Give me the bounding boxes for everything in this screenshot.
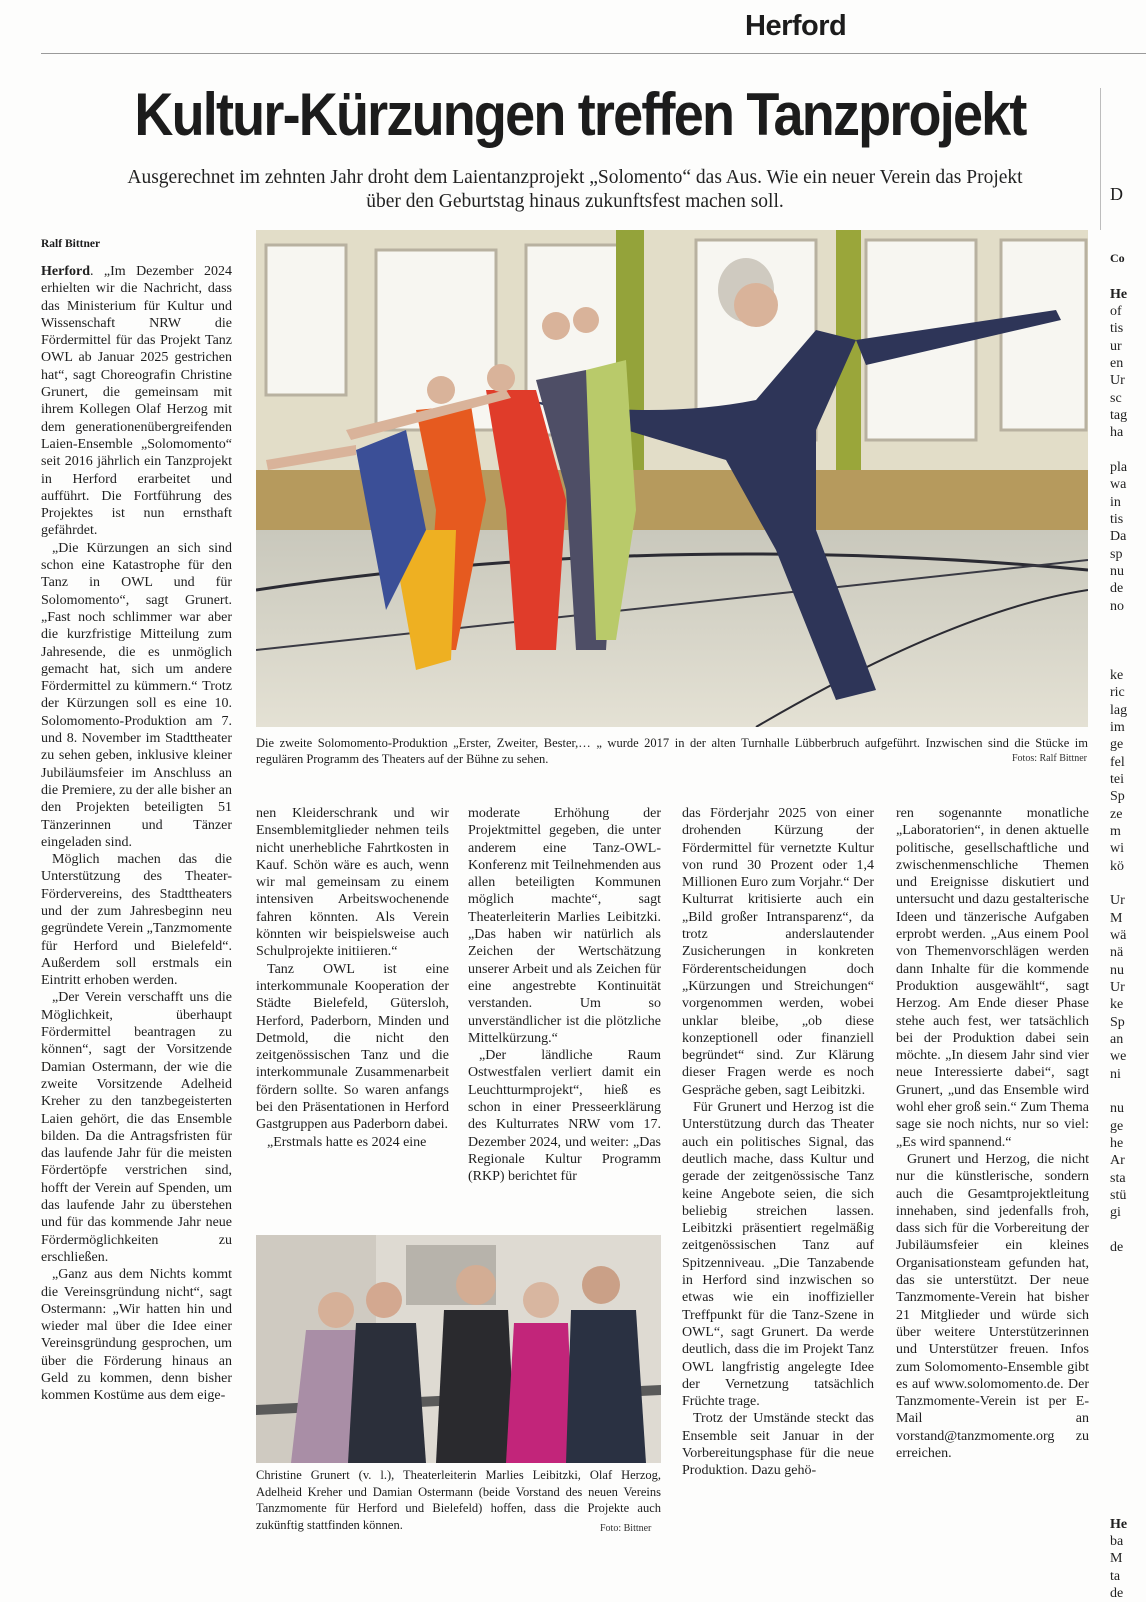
- next-article-fragment: wa: [1110, 477, 1127, 492]
- next-article-fragment: in: [1110, 495, 1121, 510]
- next-article-fragment: kö: [1110, 859, 1124, 874]
- group-photo-illustration: [256, 1235, 661, 1463]
- next-article-fragment: he: [1110, 1136, 1124, 1151]
- paragraph: „Ganz aus dem Nichts kommt die Vereinsgründung nicht“, sagt Ostermann: „Wir hatten hin und wieder mal über die Idee einer Vereinsgründung gesprochen, um über die Förderung hinaus an Geld zu kommen, denn bisher kommen Kostüme aus dem eige-: [41, 1267, 232, 1404]
- next-article-fragment: ge: [1110, 737, 1124, 752]
- next-article-fragment: sc: [1110, 391, 1122, 406]
- deck: [50, 166, 1100, 213]
- paragraph: Möglich machen das die Unterstützung des Theater-Fördervereins, des Stadttheaters und der zum Jahresbeginn neu gegründete Verein „Tanzmomente für Herford und Bielefeld“. Außerdem soll erstmals ein Eintritt erhoben werden.: [41, 852, 232, 989]
- next-article-fragment: ric: [1110, 685, 1125, 700]
- next-article-fragment: nu: [1110, 564, 1124, 579]
- next-article-fragment: pla: [1110, 460, 1128, 475]
- paragraph: Für Grunert und Herzog ist die Unterstützung durch das Theater auch ein politisches Signal, das deutlich mache, dass Kultur und gerade der zeitgenössische Tanz keine Angebote seien, die sich beliebig streichen lassen. Leibitzki präsentiert regelmäßig zeitgenössischen Tanz auf Spitzenniveau. „Die Tanzabende in Herford sind inzwischen so etwas wie ein inoffizieller Treffpunkt für die Tanz-Szene in OWL“, sagt Grunert. Da werde deutlich, dass die im Projekt Tanz OWL langfristig angelegte Idee der Vernetzung tatsächlich Früchte trage.: [682, 1100, 874, 1410]
- group-photo-caption: Christine Grunert (v. l.), Theaterleiterin Marlies Leibitzki, Olaf Herzog, Adelheid Kreher und Damian Ostermann (beide Vorstand des neuen Vereins Tanzmomente für Herford und Bielefeld) hoffen, dass die Projekte auch zukünftig stattfinden können.: [256, 1468, 661, 1532]
- headline: Kultur-Kürzungen treffen Tanzprojekt: [134, 81, 1026, 148]
- next-article-fragment: sp: [1110, 547, 1123, 562]
- dance-rehearsal-photo: [256, 230, 1088, 727]
- paragraph: Trotz der Umstände steckt das Ensemble seit Januar in der Vorbereitungsphase für die neue Produktion. Dazu gehö-: [682, 1411, 874, 1479]
- paragraph: ren sogenannte monatliche „Laboratorien“, in denen aktuelle politische, gesellschaftliche und zwischenmenschliche Themen und Ereignisse diskutiert und untersucht und dazu gestalterische Ideen und tänzerische Aufgaben erprobt werden. „Aus einem Pool von Themenvorschlägen werden dann Inhalte für die kommende Produktion ausgewählt“, sagt Herzog. Am Ende dieser Phase stehe auch fest, wer tatsächlich bei der Produktion dabei sein möchte. „In diesem Jahr sind vier neue Interessierte dabei“, sagt Grunert, „und das Ensemble wird wohl eher groß sein.“ Zum Thema sage sie noch nichts, nur so viel: „Es wird spannend.“: [896, 806, 1089, 1150]
- next-article-rule: [1100, 88, 1101, 230]
- next-article-fragment: ge: [1110, 1119, 1124, 1134]
- next-article-fragment: Sp: [1110, 1015, 1125, 1030]
- next-article-fragment: lag: [1110, 703, 1128, 718]
- next-article-fragment: nä: [1110, 945, 1124, 960]
- next-article-fragment: m: [1110, 824, 1121, 839]
- photo-credit: Fotos: Ralf Bittner: [1012, 753, 1087, 764]
- article-column-3: [468, 805, 661, 1186]
- paragraph: [41, 263, 232, 540]
- next-article-fragment: gi: [1110, 1205, 1121, 1220]
- next-article-fragment: ta: [1110, 1569, 1121, 1584]
- next-article-fragment: Ar: [1110, 1153, 1125, 1168]
- article-column-1: [41, 263, 232, 1405]
- article-column-4: [682, 805, 874, 1480]
- next-article-fragment: Ur: [1110, 980, 1125, 995]
- next-article-fragment: tei: [1110, 772, 1124, 787]
- next-article-fragment: tis: [1110, 321, 1124, 336]
- next-article-fragment: ba: [1110, 1534, 1124, 1549]
- next-article-fragment: tag: [1110, 408, 1128, 423]
- next-article-fragment: stü: [1110, 1188, 1127, 1203]
- next-article-fragment: nu: [1110, 1101, 1124, 1116]
- next-article-fragment: Ur: [1110, 373, 1125, 388]
- next-article-fragment: an: [1110, 1032, 1124, 1047]
- next-article-fragment: en: [1110, 356, 1124, 371]
- paragraph: Tanz OWL ist eine interkommunale Kooperation der Städte Bielefeld, Gütersloh, Herford, Paderborn, Minden und Detmold, die nicht den zeitgenössischen Tanz und die interkommunale Zusammenarbeit fördern sollte. So waren anfangs bei den Präsentationen in Herford Gastgruppen aus Paderborn dabei.: [256, 961, 449, 1133]
- next-article-fragment: wi: [1110, 841, 1124, 856]
- author-byline: Ralf Bittner: [41, 238, 101, 250]
- next-article-fragment: Co: [1110, 251, 1125, 265]
- paragraph: „Der ländliche Raum Ostwestfalen verliert damit ein Leuchtturmprojekt“, hieß es schon in einer Presseerklärung des Kulturrates NRW vom 17. Dezember 2024, und weiter: „Das Regionale Kultur Programm (RKP) berichtet für: [468, 1048, 661, 1185]
- next-article-fragment: ni: [1110, 1067, 1121, 1082]
- next-article-fragment: ke: [1110, 668, 1124, 683]
- next-article-fragment: no: [1110, 599, 1124, 614]
- dateline: Herford: [41, 264, 90, 279]
- group-photo-credit: Foto: Bittner: [600, 1523, 652, 1534]
- next-article-fragment: Ur: [1110, 893, 1125, 908]
- paragraph: Grunert und Herzog, die nicht nur die künstlerische, sondern auch die Gesamtprojektleitung innehaben, sind jedenfalls froh, dass sich für die Vorbereitung der Jubiläumsfeier ein kleines Organisationsteam gefunden hat, das sie unterstützt. Der neue Tanzmomente-Verein hat bisher 21 Mitglieder und würde sich über weitere Unterstützerinnen und Unterstützer freuen. Infos zum Solomomento-Ensemble gibt es auf www.solomomento.de. Der Tanzmomente-Verein ist per E-Mail an vorstand@tanzmomente.org zu erreichen.: [896, 1151, 1089, 1461]
- paragraph: moderate Erhöhung der Projektmittel gegeben, die unter anderem eine Tanz-OWL-Konferenz mit Teilnehmenden aus allen beteiligten Kommunen möglich machte“, sagt Theaterleiterin Marlies Leibitzki. „Das haben wir natürlich als Zeichen der Wertschätzung unserer Arbeit und als Zeichen für eine angestrebte Kontinuität verstanden. Um so unverständlicher ist die plötzliche Mittelkürzung.“: [468, 806, 661, 1046]
- dance-photo-illustration: [256, 230, 1088, 727]
- next-article-fragment: He: [1110, 287, 1128, 302]
- paragraph: nen Kleiderschrank und wir Ensemblemitglieder nehmen teils nicht unerhebliche Fahrtkosten in Kauf. Schön wäre es auch, wenn wir mal gemeinsam zu einem intensiven Arbeitswochenende fahren könnten. Als Verein könnten wir beispielsweise auch Schulprojekte initiieren.“: [256, 806, 449, 960]
- next-article-fragment: He: [1110, 1517, 1128, 1532]
- next-article-fragment: ke: [1110, 997, 1124, 1012]
- paragraph: „Erstmals hatte es 2024 eine: [267, 1134, 427, 1150]
- next-article-fragment: ha: [1110, 425, 1124, 440]
- group-portrait-photo: [256, 1235, 661, 1463]
- next-article-fragment: wä: [1110, 928, 1127, 943]
- next-article-fragment: fel: [1110, 755, 1125, 770]
- next-article-fragment: sta: [1110, 1171, 1126, 1186]
- section-label: Herford: [745, 10, 847, 42]
- next-article-fragment: M: [1110, 911, 1123, 926]
- next-article-fragment: M: [1110, 1551, 1123, 1566]
- next-article-fragment: Sp: [1110, 789, 1125, 804]
- paragraph: „Die Kürzungen an sich sind schon eine Katastrophe für den Tanz in OWL und für Solomomento“, sagt Grunert. „Fast noch schlimmer war aber die kurzfristige Mitteilung zum Jahresende, die es unmöglich gemacht hat, sich um andere Fördermittel zu kümmern.“ Trotz der Kürzungen soll es eine 10. Solomomento-Produktion am 7. und 8. November im Stadttheater zu sehen geben, inklusive kleiner Jubiläumsfeier im Anschluss an die Premiere, zu der alle bisher an den Projekten beteiligten 51 Tänzerinnen und Tänzer eingeladen sind.: [41, 540, 232, 850]
- next-article-fragment: tis: [1110, 512, 1124, 527]
- next-article-fragment: D: [1110, 184, 1123, 204]
- photo-caption: Die zweite Solomomento-Produktion „Erster, Zweiter, Bester,… „ wurde 2017 in der alten Turnhalle Lübberbruch aufgeführt. Inzwischen sind die Stücke im regulären Programm des Theaters auf der Bühne zu sehen.: [256, 736, 1088, 766]
- article-column-2: [256, 805, 449, 1151]
- header-rule: [41, 53, 1146, 54]
- next-article-fragment: de: [1110, 1240, 1124, 1255]
- next-article-fragment: im: [1110, 720, 1125, 735]
- paragraph: das Förderjahr 2025 von einer drohenden Kürzung der Fördermittel für vernetzte Kultur von rund 30 Prozent oder 1,4 Millionen Euro zum Vorjahr.“ Der Kulturrat kritisierte auch ein „Bild großer Intransparenz“, da trotz anderslautender Zusicherungen in konkreten Förderentscheidungen doch „Kürzungen und Streichungen“ vorgenommen werden, wobei unklar bleibe, „ob diese konzeptionell oder finanziell begründet“ sind. Zur Klärung dieser Fragen werde es noch Gespräche geben, sagt Leibitzki.: [682, 806, 874, 1098]
- next-article-fragment: ze: [1110, 807, 1123, 822]
- next-article-fragment: nu: [1110, 963, 1124, 978]
- next-article-fragment: we: [1110, 1049, 1127, 1064]
- deck-line-2: über den Geburtstag hinaus zukunftsfest machen soll.: [366, 190, 784, 212]
- paragraph-text: . „Im Dezember 2024 erhielten wir die Nachricht, dass das Ministerium für Kultur und Wissenschaft NRW die Fördermittel für das Projekt Tanz OWL ab Januar 2025 gestrichen hat“, sagt Choreografin Christine Grunert, die gemeinsam mit ihrem Kollegen Olaf Herzog mit dem generationenübergreifenden Laien-Ensemble „Solomomento“ seit 2016 jährlich ein Tanzprojekt in Herford erarbeitet und aufführt. Die Fortführung des Projektes ist nun ernsthaft gefährdet.: [41, 264, 232, 539]
- deck-line-1: Ausgerechnet im zehnten Jahr droht dem Laientanzprojekt „Solomento“ das Aus. Wie ein neuer Verein das Projekt: [127, 167, 1023, 188]
- next-article-fragment: de: [1110, 581, 1124, 596]
- paragraph: „Der Verein verschafft uns die Möglichkeit, überhaupt Fördermittel beantragen zu können“, sagt der Vorsitzende Damian Ostermann, der wie die zweite Vorsitzende Adelheid Kreher zu den tanzbegeisterten Laien gehört, die das Ensemble bilden. Da die Antragsfristen für das laufende Jahr für die meisten Fördertöpfe verstrichen sind, hofft der Verein auf Spenden, um das laufende Jahr zu überstehen und für das kommende Jahr neue Fördermöglichkeiten zu erschließen.: [41, 990, 232, 1265]
- article-column-5: [896, 805, 1089, 1462]
- next-article-fragment: Da: [1110, 529, 1127, 544]
- next-article-fragment: de: [1110, 1586, 1124, 1601]
- next-article-fragment: ur: [1110, 339, 1122, 354]
- next-article-fragment: of: [1110, 304, 1122, 319]
